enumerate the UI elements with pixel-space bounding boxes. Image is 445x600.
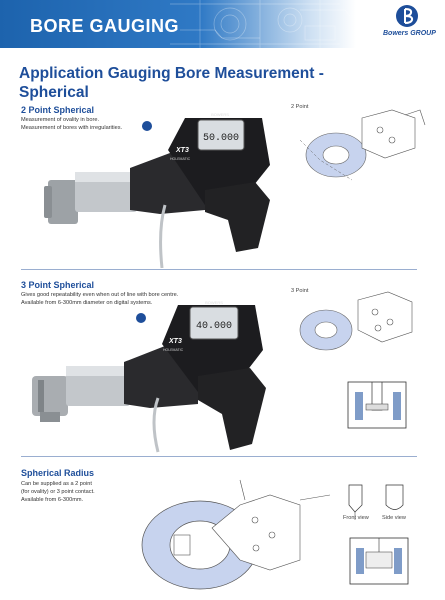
side-view-label: Side view	[382, 515, 406, 521]
device-model: XT3	[176, 147, 189, 154]
device-sub: HOLEMATIC	[163, 348, 184, 352]
body-line: Measurement of ovality in bore.	[21, 117, 100, 123]
diagram-label-2-point: 2 Point	[291, 104, 309, 110]
body-line: Available from 6-300mm diameter on digital systems.	[21, 300, 153, 306]
body-line: Available from 6-300mm.	[21, 497, 84, 503]
side-view-probe	[386, 485, 403, 510]
body-line: Measurement of bores with irregularities.	[21, 125, 123, 131]
display-reading: 50.000	[202, 133, 240, 144]
logo-text: Bowers GROUP	[383, 30, 436, 37]
device-brand: BOWERS	[211, 112, 229, 117]
device-sub: HOLEMATIC	[170, 157, 191, 161]
section-title-2-point: 2 Point Spherical	[21, 105, 95, 115]
page-title: Application Gauging Bore Measurement - Spherical	[19, 65, 324, 101]
body-line: Gives good repeatability even when out of line with bore centre.	[21, 292, 179, 298]
front-view-label: Front view	[343, 515, 369, 521]
device-brand: BOWERS	[205, 300, 223, 305]
contact-detail	[350, 538, 408, 584]
banner-title: BORE GAUGING	[30, 16, 180, 36]
section-title-3-point: 3 Point Spherical	[21, 280, 95, 290]
device-model: XT3	[169, 338, 182, 345]
section-title-spherical-radius: Spherical Radius	[21, 468, 95, 478]
display-reading: 40.000	[195, 321, 233, 332]
body-line: Can be supplied as a 2 point	[21, 481, 92, 487]
diagram-label-3-point: 3 Point	[291, 288, 309, 294]
body-line: (for ovality) or 3 point contact.	[21, 489, 95, 495]
ring-with-probe	[142, 480, 330, 589]
